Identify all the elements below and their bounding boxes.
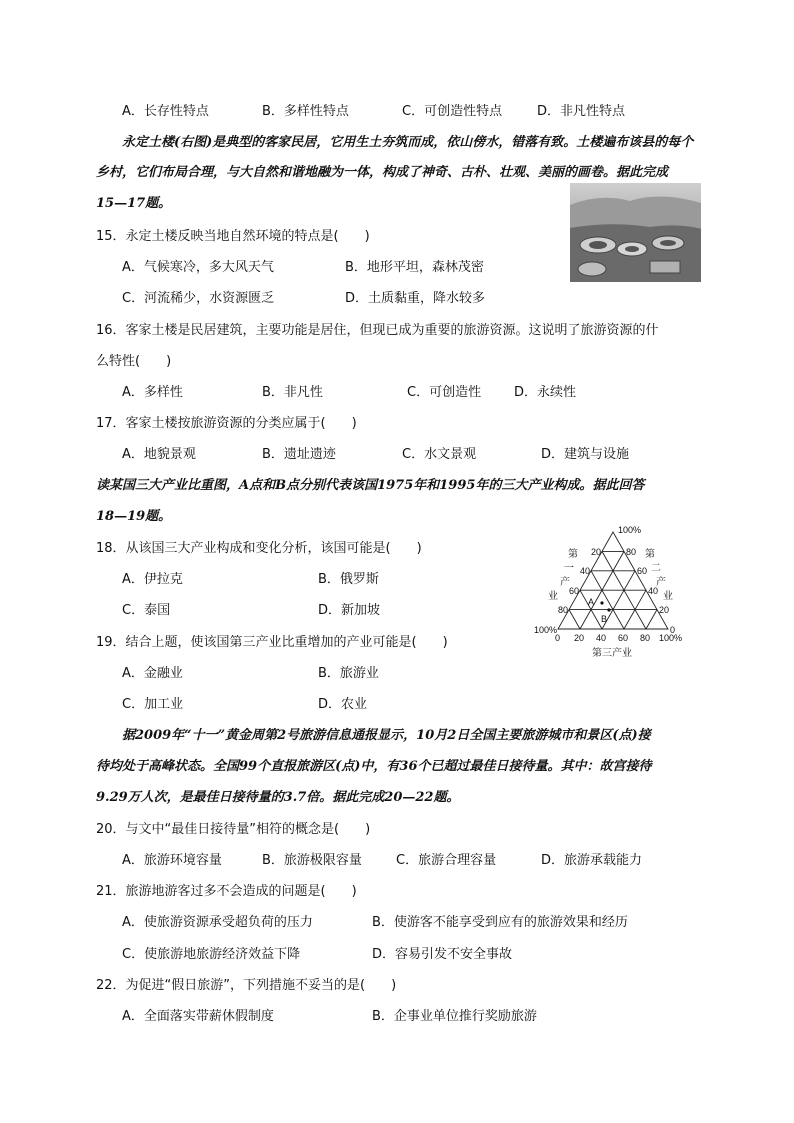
q20-option-b: B．旅游极限容量 <box>262 853 362 868</box>
q19-option-d: D．农业 <box>318 697 368 712</box>
q18-option-b: B．俄罗斯 <box>318 572 379 587</box>
q16-option-c: C．可创造性 <box>407 385 482 400</box>
q14-option-d: D．非凡性特点 <box>537 104 626 119</box>
left-tick-100: 100% <box>534 625 558 635</box>
q17-option-c: C．水文景观 <box>402 447 477 462</box>
bottom-tick-40: 40 <box>596 633 607 643</box>
q21-option-a: A．使旅游资源承受超负荷的压力 <box>122 915 313 930</box>
q18-option-a: A．伊拉克 <box>122 572 183 587</box>
right-label-4: 业 <box>663 591 673 602</box>
q22-option-a: A．全面落实带薪休假制度 <box>122 1009 274 1024</box>
q22-option-b: B．企事业单位推行奖励旅游 <box>372 1009 537 1024</box>
right-tick-60: 60 <box>637 566 648 576</box>
left-tick-20: 20 <box>591 547 602 557</box>
right-tick-20: 20 <box>659 605 670 615</box>
q19-stem: 19．结合上题，使该国第三产业比重增加的产业可能是( ) <box>96 635 448 650</box>
right-label-1: 第 <box>645 549 655 560</box>
passage2-line1: 读某国三大产业比重图，A点和B点分别代表该国1975年和1995年的三大产业构成。据此回答 <box>96 478 645 493</box>
q15-option-b: B．地形平坦，森林茂密 <box>345 260 484 275</box>
q16-stem-line1: 16．客家土楼是民居建筑，主要功能是居住，但现已成为重要的旅游资源。这说明了旅游资源的什 <box>96 323 659 338</box>
q19-option-b: B．旅游业 <box>318 666 379 681</box>
left-label-2: 一 <box>564 563 574 574</box>
left-label-4: 业 <box>548 591 558 602</box>
bottom-label: 第三产业 <box>592 648 632 659</box>
q14-option-b: B．多样性特点 <box>262 104 349 119</box>
right-tick-0: 0 <box>670 625 676 635</box>
q18-option-c: C．泰国 <box>122 603 171 618</box>
point-a-marker <box>600 601 603 604</box>
industry-triangle-diagram <box>532 526 692 661</box>
q17-option-b: B．遗址遗迹 <box>262 447 336 462</box>
right-tick-80: 80 <box>626 547 637 557</box>
q19-option-c: C．加工业 <box>122 697 184 712</box>
passage2-line2: 18—19题。 <box>96 509 172 524</box>
q16-stem-line2: 么特性( ) <box>96 354 172 369</box>
q17-stem: 17．客家土楼按旅游资源的分类应属于( ) <box>96 416 357 431</box>
bottom-tick-20: 20 <box>574 633 585 643</box>
q21-stem: 21．旅游地游客过多不会造成的问题是( ) <box>96 884 357 899</box>
q20-stem: 20．与文中“最佳日接待量”相符的概念是( ) <box>96 822 371 837</box>
left-tick-40: 40 <box>580 566 591 576</box>
bottom-tick-100: 100% <box>659 633 683 643</box>
q14-option-c: C．可创造性特点 <box>402 104 503 119</box>
tulou-photo <box>570 183 701 282</box>
q15-option-a: A．气候寒冷，多大风天气 <box>122 260 274 275</box>
q14-option-a: A．长存性特点 <box>122 104 209 119</box>
q16-option-b: B．非凡性 <box>262 385 323 400</box>
q15-stem: 15．永定土楼反映当地自然环境的特点是( ) <box>96 229 370 244</box>
point-b-marker <box>607 608 610 611</box>
point-a-label: A <box>588 597 595 607</box>
q22-stem: 22．为促进“假日旅游”，下列措施不妥当的是( ) <box>96 978 397 993</box>
q16-option-d: D．永续性 <box>514 385 577 400</box>
left-label-3: 产 <box>560 577 570 588</box>
left-tick-60: 60 <box>569 586 580 596</box>
q17-option-a: A．地貌景观 <box>122 447 196 462</box>
passage1-line3: 15—17题。 <box>96 196 172 211</box>
left-label-1: 第 <box>568 549 578 560</box>
q20-option-a: A．旅游环境容量 <box>122 853 222 868</box>
q15-option-d: D．土质黏重，降水较多 <box>345 291 486 306</box>
passage1-line2: 乡村，它们布局合理，与大自然和谐地融为一体，构成了神奇、古朴、壮观、美丽的画卷。据此完成 <box>96 165 669 180</box>
q17-option-d: D．建筑与设施 <box>541 447 630 462</box>
q21-option-c: C．使旅游地旅游经济效益下降 <box>122 947 301 962</box>
right-tick-40: 40 <box>648 586 659 596</box>
bottom-tick-80: 80 <box>640 633 651 643</box>
q16-option-a: A．多样性 <box>122 385 183 400</box>
passage3-line1: 据2009年“十一”黄金周第2号旅游信息通报显示，10月2日全国主要旅游城市和景区(点)接 <box>122 728 651 743</box>
q21-option-b: B．使游客不能享受到应有的旅游效果和经历 <box>372 915 628 930</box>
passage3-line2: 待均处于高峰状态。全国99个直报旅游区(点)中，有36个已超过最佳日接待量。其中：故宫接待 <box>96 759 652 774</box>
q20-option-d: D．旅游承载能力 <box>541 853 643 868</box>
q18-option-d: D．新加坡 <box>318 603 381 618</box>
q19-option-a: A．金融业 <box>122 666 183 681</box>
q18-stem: 18．从该国三大产业构成和变化分析，该国可能是( ) <box>96 541 422 556</box>
passage3-line3: 9.29万人次，是最佳日接待量的3.7倍。据此完成20—22题。 <box>96 790 460 805</box>
top-label: 100% <box>618 526 642 535</box>
bottom-tick-60: 60 <box>618 633 629 643</box>
q15-option-c: C．河流稀少，水资源匮乏 <box>122 291 275 306</box>
right-label-3: 产 <box>656 577 666 588</box>
q21-option-d: D．容易引发不安全事故 <box>372 947 513 962</box>
point-b-label: B <box>601 614 608 624</box>
right-label-2: 二 <box>651 563 661 574</box>
bottom-tick-0: 0 <box>555 633 561 643</box>
left-tick-80: 80 <box>558 605 569 615</box>
passage1-line1: 永定土楼(右图)是典型的客家民居，它用生土夯筑而成，依山傍水，错落有致。土楼遍布该县的每个 <box>122 135 694 150</box>
q20-option-c: C．旅游合理容量 <box>396 853 497 868</box>
